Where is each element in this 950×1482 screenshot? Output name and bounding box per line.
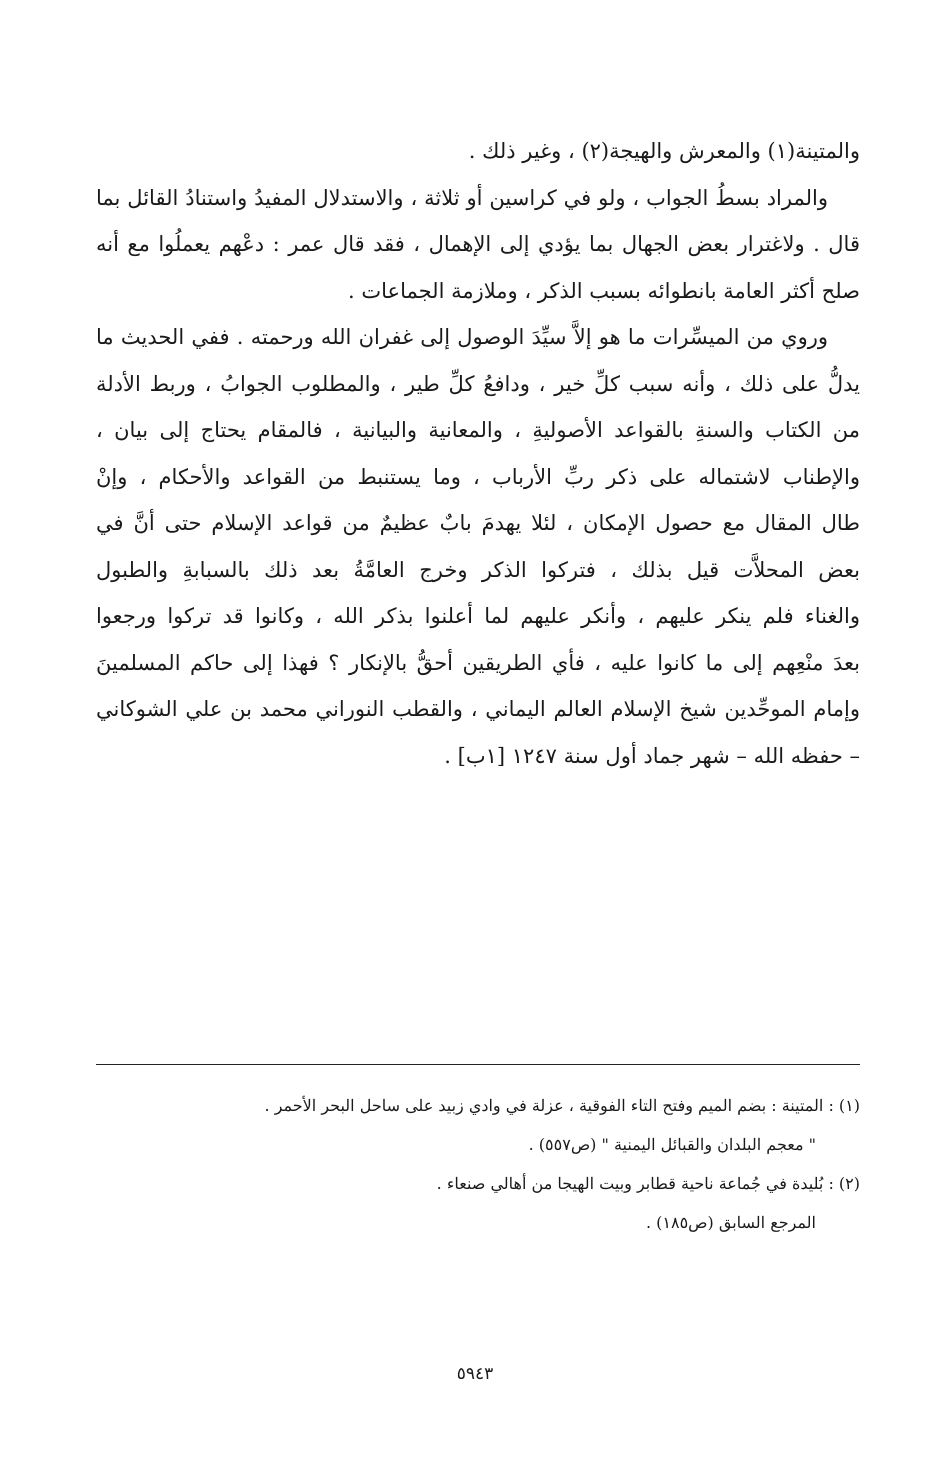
text-line-2: والمراد بسطُ الجواب ، ولو في كراسين أو ثلاثة ، والاستدلال المفيدُ واستنادُ القائل بما [96,185,828,210]
text-line-9: طال المقال مع حصول الإمكان ، لئلا يهدمَ بابٌ عظيمٌ من قواعد الإسلام حتى أنَّ في [96,511,860,535]
text-line-8: والإطناب لاشتماله على ذكر ربِّ الأرباب ، وما يستنبط من القواعد والأحكام ، وإنْ [96,464,860,489]
text-line-6: يدلُّ على ذلك ، وأنه سبب كلِّ خير ، ودافعُ كلِّ طير ، والمطلوب الجوابُ ، وربط الأدلة [96,371,860,396]
text-line-10: بعض المحلاَّت قيل بذلك ، فتركوا الذكر وخرج العامَّةُ بعد ذلك بالسبابةِ والطبول [96,557,860,582]
text-line-13: وإمام الموحِّدين شيخ الإسلام العالم اليماني ، والقطب النوراني محمد بن علي الشوكاني [96,697,860,721]
footnote-divider [96,1064,860,1065]
text-line-11: والغناء فلم ينكر عليهم ، وأنكر عليهم لما أعلنوا بذكر الله ، وكانوا قد تركوا ورجعوا [96,604,860,628]
footnote-1: (١) : المتينة : بضم الميم وفتح التاء الفوقية ، عزلة في وادي زبيد على ساحل البحر الأحمر . [264,1096,860,1115]
text-line-5: وروي من الميسِّرات ما هو إلاَّ سيِّدَ الوصول إلى غفران الله ورحمته . ففي الحديث ما [96,325,828,349]
text-line-1: والمتينة(١) والمعرش والهيجة(٢) ، وغير ذلك . [468,139,860,163]
text-line-4: صلح أكثر العامة بانطوائه بسبب الذكر ، وملازمة الجماعات . [348,278,860,303]
footnote-1-source: " معجم البلدان والقبائل اليمنية " (ص٥٥٧) . [528,1135,816,1154]
text-line-7: من الكتاب والسنةِ بالقواعد الأصوليةِ ، والمعانية والبيانية ، فالمقام يحتاج إلى بيان ، [96,418,860,442]
footnotes [150,1086,860,1242]
text-line-12: بعدَ منْعِهم إلى ما كانوا عليه ، فأي الطريقين أحقُّ بالإنكار ؟ فهذا إلى حاكم المسلمينَ [96,650,860,675]
footnote-2-source: المرجع السابق (ص١٨٥) . [645,1213,816,1232]
footnote-2: (٢) : بُليدة في جُماعة ناحية قطابر وبيت الهيجا من أهالي صنعاء . [436,1174,860,1193]
main-text [96,128,860,779]
text-line-3: قال . ولاغترار بعض الجهال بما يؤدي إلى الإهمال ، فقد قال عمر : دعْهم يعملُوا مع أنه [96,232,860,256]
text-line-14: – حفظه الله – شهر جماد أول سنة ١٢٤٧ [١ب] . [444,743,860,768]
page-number: ٥٩٤٣ [456,1364,494,1384]
